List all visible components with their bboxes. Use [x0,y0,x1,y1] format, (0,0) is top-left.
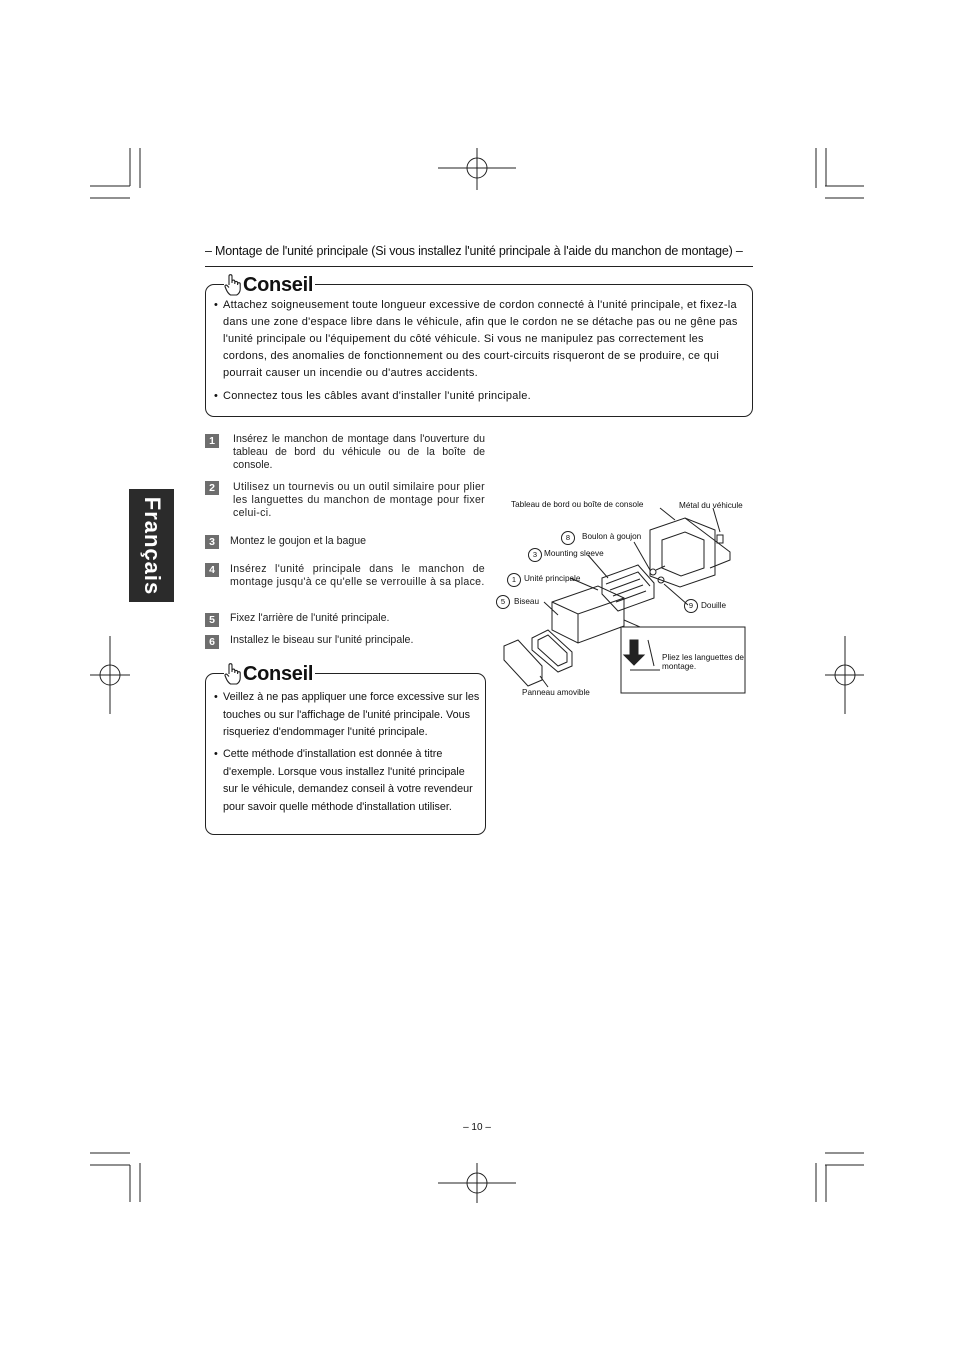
callout-number: 5 [496,595,510,609]
tips-title-text: Conseil [243,273,314,296]
dashboard-panel [650,518,715,587]
tip-item: • Connectez tous les câbles avant d'installer l'unité principale. [214,390,531,402]
pointing-hand-icon [224,662,241,686]
section-heading: – Montage de l'unité principale (Si vous installez l'unité principale à l'aide du manchon de montage) – [205,244,743,258]
label-socket: Douille [701,601,727,610]
step-number: 1 [205,434,219,448]
callout-number: 9 [684,599,698,613]
step-number: 2 [205,481,219,495]
mounting-sleeve [602,565,654,611]
step-text: Installez le biseau sur l'unité principale. [230,634,414,646]
callout-number: 3 [528,548,542,562]
registration-mark-bottom [438,1163,516,1203]
step-text: Utilisez un tournevis ou un outil similaire pour plier les languettes du manchon de montage pour fixer celui-ci. [233,481,485,519]
step-text: Insérez l'unité principale dans le manchon de montage jusqu'à ce qu'elle se verrouille à sa place. [230,563,485,588]
tips-title-bottom [224,661,315,687]
step-number: 3 [205,535,219,549]
page-number: – 10 – [463,1122,491,1133]
registration-mark-left [90,636,130,714]
tip-item: • Cette méthode d'installation est donnée à titre d'exemple. Lorsque vous installez l'unité principale sur le véhicule, demandez conseil à votre revendeur pour savoir quelle méthode d'installation utiliser. [214,748,473,813]
step-text: Fixez l'arrière de l'unité principale. [230,612,390,624]
registration-mark-right [825,636,864,714]
tip-item: • Attachez soigneusement toute longueur excessive de cordon connecté à l'unité principale, et fixez-la dans une zone d'espace libre dans le véhicule, afin que le cordon ne se détache pas ou ne gêne pas l'unité principale ou l'équipement du côté véhicule. Si vous ne manipulez pas correctement les cordons, des anomalies de fonctionnement ou des court-circuits risqueront de se produire, ce qui pourrait causer un incendie ou d'autres accidents. [214,299,738,379]
language-tab-label: Français [139,496,165,595]
label-vehicle-metal: Métal du véhicule [679,501,743,510]
label-dashboard: Tableau de bord ou boîte de console [511,500,644,509]
step-text: Montez le goujon et la bague [230,535,367,547]
language-tab [129,489,174,602]
label-sleeve: Mounting sleeve [544,549,604,558]
front-panel [504,640,542,686]
callout-number: 8 [561,531,575,545]
tips-title-top [224,272,315,298]
label-bolt: Boulon à goujon [582,532,642,541]
label-front-panel: Panneau amovible [522,688,590,697]
registration-mark-top [438,148,516,190]
label-bend-tabs: Pliez les languettes de montage. [662,653,744,671]
label-bezel: Biseau [514,597,540,606]
step-text: Insérez le manchon de montage dans l'ouverture du tableau de bord du véhicule ou de la boîte de console. [233,433,485,471]
heading-rule [205,266,753,267]
bezel [532,630,572,672]
tips-title-text: Conseil [243,662,314,685]
callout-number: 1 [507,573,521,587]
step-number: 6 [205,635,219,649]
main-unit-body [552,586,624,643]
label-main-unit: Unité principale [524,574,581,583]
tip-item: • Veillez à ne pas appliquer une force excessive sur les touches ou sur l'affichage de l'unité principale. Vous risqueriez d'endommager l'unité principale. [214,691,480,738]
step-number: 4 [205,563,219,577]
step-number: 5 [205,613,219,627]
pointing-hand-icon [224,273,241,297]
